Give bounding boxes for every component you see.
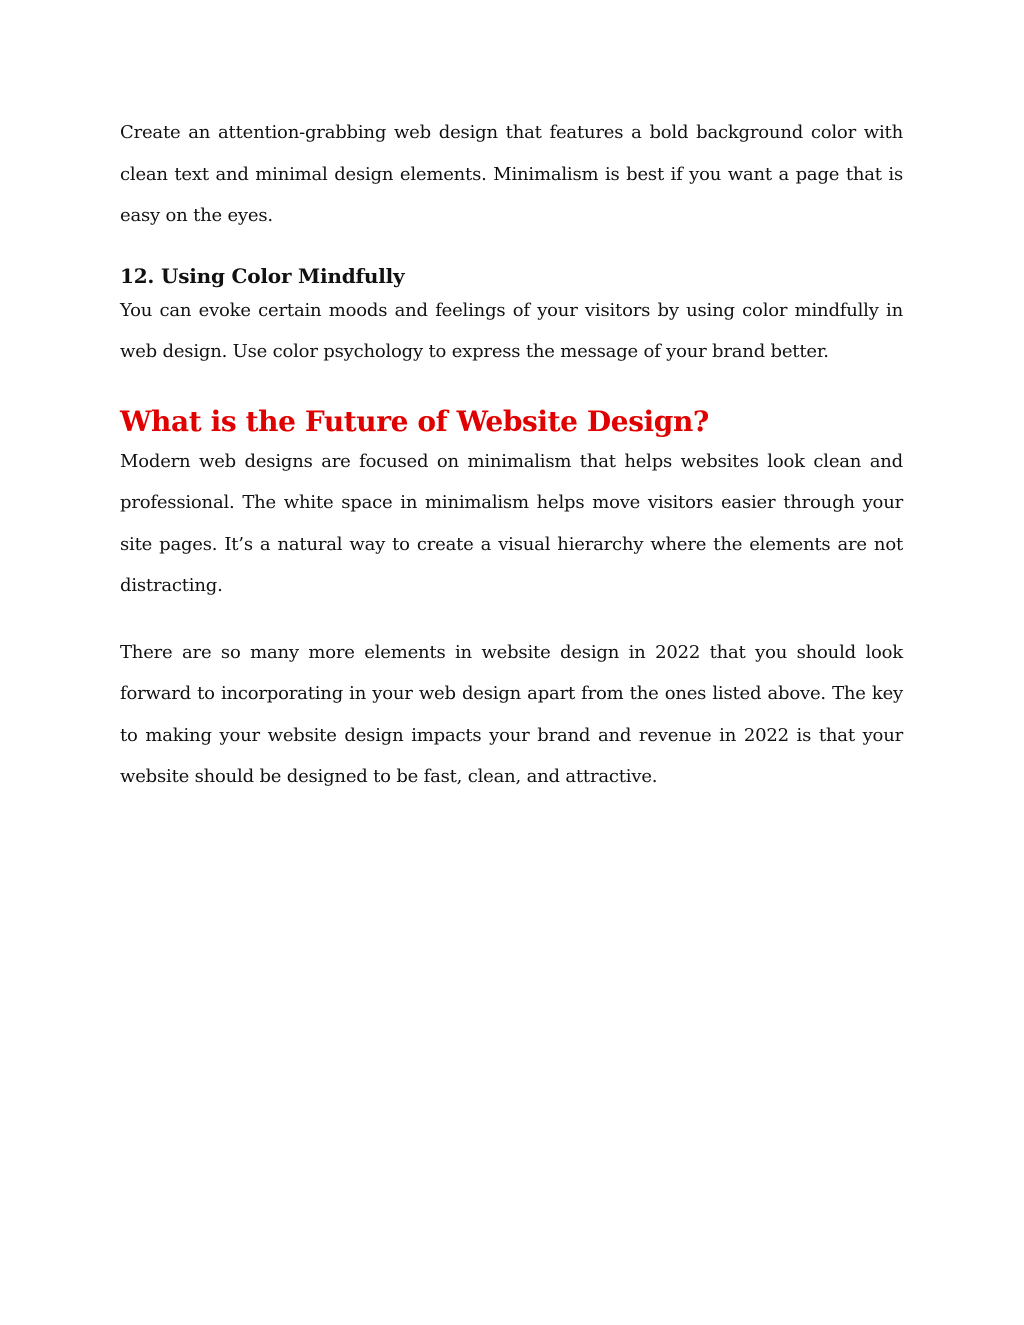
document-page: [120, 112, 903, 798]
future-paragraph-1: Modern web designs are focused on minimalism that helps websites look clean and professional. The white space in minimalism helps move visitors easier through your site pages. It’s a natural way to create a visual hierarchy where the elements are not distracting.: [120, 450, 903, 596]
future-section-title: What is the Future of Website Design?: [120, 404, 709, 438]
intro-paragraph: Create an attention-grabbing web design that features a bold background color with clean text and minimal design elements. Minimalism is best if you want a page that is easy on the eyes.: [120, 122, 903, 226]
future-paragraph-2: There are so many more elements in website design in 2022 that you should look forward to incorporating in your web design apart from the ones listed above. The key to making your website design impacts your brand and revenue in 2022 is that your website should be designed to be fast, clean, and attractive.: [120, 641, 903, 787]
section-12-body: You can evoke certain moods and feelings of your visitors by using color mindfully in web design. Use color psychology to express the message of your brand better.: [120, 299, 903, 362]
section-12-title: 12. Using Color Mindfully: [120, 263, 405, 288]
